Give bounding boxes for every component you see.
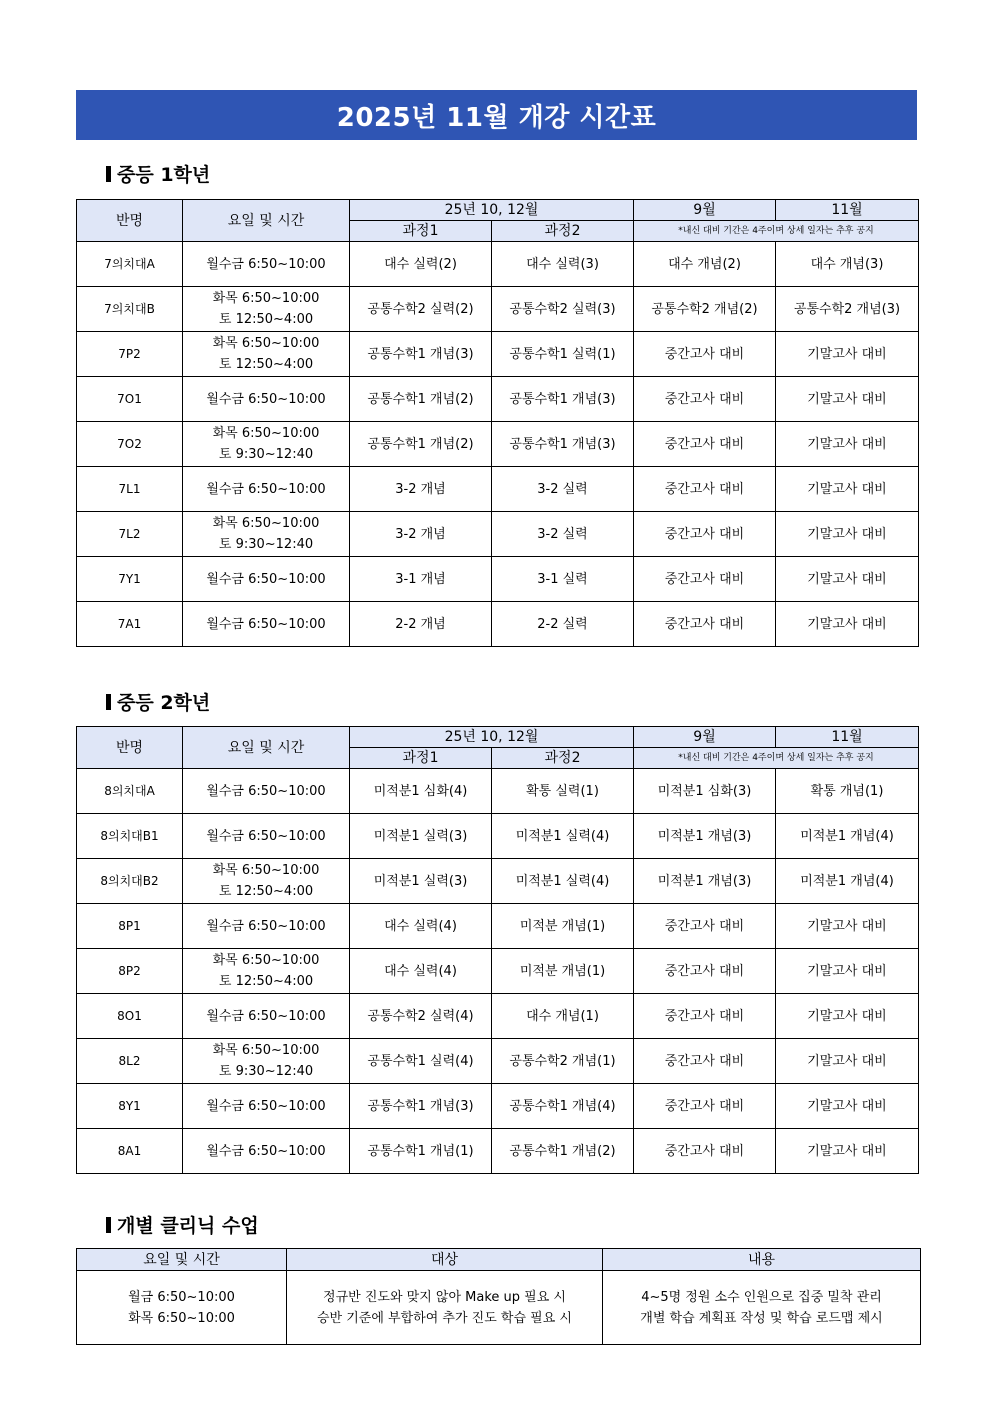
- course2-cell: 공통수학1 실력(1): [492, 332, 634, 377]
- time-line: 토 12:50~4:00: [218, 312, 314, 327]
- table-row: [77, 422, 919, 467]
- course2-cell: 대수 실력(3): [492, 242, 634, 287]
- header-class: 반명: [77, 200, 183, 242]
- course1-cell: 3-2 개념: [350, 467, 492, 512]
- september-cell: 중간고사 대비: [634, 994, 776, 1039]
- time-cell: [183, 1039, 350, 1084]
- september-cell: 중간고사 대비: [634, 377, 776, 422]
- time-line: 토 12:50~4:00: [218, 974, 314, 989]
- course2-cell: 미적분 개념(1): [492, 904, 634, 949]
- time-cell: [183, 377, 350, 422]
- november-cell: 기말고사 대비: [776, 904, 919, 949]
- time-cell: [183, 904, 350, 949]
- course2-cell: 공통수학1 개념(4): [492, 1084, 634, 1129]
- course2-cell: 3-2 실력: [492, 467, 634, 512]
- header-november: 11월: [776, 727, 919, 748]
- table-row: [77, 814, 919, 859]
- clinic-target-line: 정규반 진도와 맞지 않아 Make up 필요 시: [323, 1289, 566, 1305]
- table-row: [77, 949, 919, 994]
- course2-cell: 공통수학1 개념(3): [492, 422, 634, 467]
- table-row: [77, 332, 919, 377]
- class-name-cell: 7Y1: [77, 557, 183, 602]
- november-cell: 공통수학2 개념(3): [776, 287, 919, 332]
- course1-cell: 공통수학1 개념(3): [350, 332, 492, 377]
- time-cell: [183, 242, 350, 287]
- september-cell: 중간고사 대비: [634, 512, 776, 557]
- header-september: 9월: [634, 200, 776, 221]
- course1-cell: 미적분1 심화(4): [350, 769, 492, 814]
- table-row: [77, 512, 919, 557]
- clinic-content-cell: [603, 1271, 921, 1345]
- header-class: 반명: [77, 727, 183, 769]
- table-row: [77, 769, 919, 814]
- september-cell: 중간고사 대비: [634, 332, 776, 377]
- header-time: 요일 및 시간: [183, 727, 350, 769]
- table-row: [77, 602, 919, 647]
- time-line: 월수금 6:50~10:00: [206, 1008, 326, 1024]
- course1-cell: 공통수학2 실력(2): [350, 287, 492, 332]
- time-cell: [183, 814, 350, 859]
- time-cell: [183, 1129, 350, 1174]
- class-name-cell: 7A1: [77, 602, 183, 647]
- september-cell: 중간고사 대비: [634, 1084, 776, 1129]
- class-name-cell: 7의치대B: [77, 287, 183, 332]
- time-line: 월수금 6:50~10:00: [206, 783, 326, 799]
- clinic-time-line: 화목 6:50~10:00: [128, 1310, 235, 1326]
- time-line: 토 9:30~12:40: [218, 447, 314, 462]
- header-course2: 과정2: [492, 748, 634, 769]
- november-cell: 기말고사 대비: [776, 1039, 919, 1084]
- time-line: 화목 6:50~10:00: [212, 516, 320, 531]
- page-title: 2025년 11월 개강 시간표: [76, 90, 917, 140]
- time-cell: [183, 422, 350, 467]
- time-line: 월수금 6:50~10:00: [206, 391, 326, 407]
- september-cell: 미적분1 심화(3): [634, 769, 776, 814]
- course2-cell: 미적분 개념(1): [492, 949, 634, 994]
- grade2-table: [76, 726, 919, 1174]
- september-cell: 중간고사 대비: [634, 1129, 776, 1174]
- november-cell: 기말고사 대비: [776, 557, 919, 602]
- clinic-target-cell: [287, 1271, 603, 1345]
- time-line: 토 9:30~12:40: [218, 1064, 314, 1079]
- class-name-cell: 7O1: [77, 377, 183, 422]
- time-cell: [183, 287, 350, 332]
- table-row: [77, 1084, 919, 1129]
- table-row: [77, 859, 919, 904]
- grade1-table: [76, 199, 919, 647]
- time-line: 토 9:30~12:40: [218, 537, 314, 552]
- time-cell: [183, 602, 350, 647]
- section-grade2-heading: [106, 688, 210, 715]
- class-name-cell: 7O2: [77, 422, 183, 467]
- time-line: 화목 6:50~10:00: [212, 863, 320, 878]
- section-marker: [106, 1217, 111, 1233]
- table-row: [77, 287, 919, 332]
- time-line: 화목 6:50~10:00: [212, 291, 320, 306]
- course1-cell: 미적분1 실력(3): [350, 859, 492, 904]
- section-grade1-heading: [106, 160, 210, 187]
- table-row: [77, 1129, 919, 1174]
- table-row: [77, 994, 919, 1039]
- november-cell: 기말고사 대비: [776, 422, 919, 467]
- course1-cell: 3-2 개념: [350, 512, 492, 557]
- september-cell: 중간고사 대비: [634, 904, 776, 949]
- september-cell: 중간고사 대비: [634, 467, 776, 512]
- table-row: [77, 557, 919, 602]
- time-line: 월수금 6:50~10:00: [206, 481, 326, 497]
- course1-cell: 대수 실력(4): [350, 904, 492, 949]
- course2-cell: 미적분1 실력(4): [492, 814, 634, 859]
- time-line: 월수금 6:50~10:00: [206, 256, 326, 272]
- september-cell: 공통수학2 개념(2): [634, 287, 776, 332]
- course1-cell: 대수 실력(2): [350, 242, 492, 287]
- clinic-time-cell: [77, 1271, 287, 1345]
- section-marker: [106, 166, 111, 182]
- november-cell: 확통 개념(1): [776, 769, 919, 814]
- time-line: 월수금 6:50~10:00: [206, 616, 326, 632]
- time-line: 토 12:50~4:00: [218, 884, 314, 899]
- course1-cell: 대수 실력(4): [350, 949, 492, 994]
- table-row: [77, 467, 919, 512]
- header-period: 25년 10, 12월: [350, 727, 634, 748]
- time-cell: [183, 332, 350, 377]
- class-name-cell: 8O1: [77, 994, 183, 1039]
- header-note: *내신 대비 기간은 4주이며 상세 일자는 추후 공지: [634, 221, 919, 242]
- time-cell: [183, 994, 350, 1039]
- course2-cell: 공통수학2 개념(1): [492, 1039, 634, 1084]
- class-name-cell: 8의치대B2: [77, 859, 183, 904]
- november-cell: 기말고사 대비: [776, 332, 919, 377]
- table-row: [77, 377, 919, 422]
- clinic-target-line: 승반 기준에 부합하여 추가 진도 학습 필요 시: [317, 1310, 572, 1326]
- september-cell: 중간고사 대비: [634, 422, 776, 467]
- header-time: 요일 및 시간: [183, 200, 350, 242]
- class-name-cell: 7L1: [77, 467, 183, 512]
- november-cell: 기말고사 대비: [776, 949, 919, 994]
- time-line: 화목 6:50~10:00: [212, 1043, 320, 1058]
- september-cell: 중간고사 대비: [634, 1039, 776, 1084]
- november-cell: 대수 개념(3): [776, 242, 919, 287]
- clinic-header-time: 요일 및 시간: [77, 1249, 287, 1271]
- time-cell: [183, 769, 350, 814]
- time-line: 화목 6:50~10:00: [212, 426, 320, 441]
- class-name-cell: 8P2: [77, 949, 183, 994]
- time-line: 월수금 6:50~10:00: [206, 571, 326, 587]
- course1-cell: 3-1 개념: [350, 557, 492, 602]
- section-grade2-label: 중등 2학년: [117, 692, 211, 714]
- header-period: 25년 10, 12월: [350, 200, 634, 221]
- november-cell: 미적분1 개념(4): [776, 859, 919, 904]
- section-clinic-heading: [106, 1211, 259, 1238]
- time-cell: [183, 467, 350, 512]
- clinic-header-target: 대상: [287, 1249, 603, 1271]
- class-name-cell: 8L2: [77, 1039, 183, 1084]
- course2-cell: 공통수학1 개념(2): [492, 1129, 634, 1174]
- header-note: *내신 대비 기간은 4주이며 상세 일자는 추후 공지: [634, 748, 919, 769]
- course1-cell: 공통수학1 개념(2): [350, 377, 492, 422]
- course2-cell: 3-1 실력: [492, 557, 634, 602]
- clinic-content-line: 개별 학습 계획표 작성 및 학습 로드맵 제시: [640, 1310, 883, 1326]
- course1-cell: 공통수학1 개념(3): [350, 1084, 492, 1129]
- header-course1: 과정1: [350, 748, 492, 769]
- november-cell: 기말고사 대비: [776, 1084, 919, 1129]
- course1-cell: 공통수학1 개념(1): [350, 1129, 492, 1174]
- class-name-cell: 8Y1: [77, 1084, 183, 1129]
- class-name-cell: 8P1: [77, 904, 183, 949]
- course2-cell: 공통수학2 실력(3): [492, 287, 634, 332]
- clinic-time-line: 월금 6:50~10:00: [128, 1289, 235, 1305]
- september-cell: 대수 개념(2): [634, 242, 776, 287]
- course2-cell: 대수 개념(1): [492, 994, 634, 1039]
- class-name-cell: 7L2: [77, 512, 183, 557]
- clinic-header-content: 내용: [603, 1249, 921, 1271]
- time-cell: [183, 512, 350, 557]
- time-cell: [183, 949, 350, 994]
- course2-cell: 미적분1 실력(4): [492, 859, 634, 904]
- september-cell: 중간고사 대비: [634, 602, 776, 647]
- section-marker: [106, 694, 111, 710]
- time-line: 월수금 6:50~10:00: [206, 1098, 326, 1114]
- november-cell: 기말고사 대비: [776, 512, 919, 557]
- september-cell: 미적분1 개념(3): [634, 814, 776, 859]
- course2-cell: 2-2 실력: [492, 602, 634, 647]
- course1-cell: 공통수학1 실력(4): [350, 1039, 492, 1084]
- course1-cell: 공통수학2 실력(4): [350, 994, 492, 1039]
- september-cell: 미적분1 개념(3): [634, 859, 776, 904]
- time-line: 월수금 6:50~10:00: [206, 828, 326, 844]
- november-cell: 미적분1 개념(4): [776, 814, 919, 859]
- course2-cell: 3-2 실력: [492, 512, 634, 557]
- header-course2: 과정2: [492, 221, 634, 242]
- november-cell: 기말고사 대비: [776, 1129, 919, 1174]
- header-course1: 과정1: [350, 221, 492, 242]
- table-row: [77, 904, 919, 949]
- time-line: 월수금 6:50~10:00: [206, 1143, 326, 1159]
- time-cell: [183, 557, 350, 602]
- class-name-cell: 7P2: [77, 332, 183, 377]
- course1-cell: 미적분1 실력(3): [350, 814, 492, 859]
- class-name-cell: 8A1: [77, 1129, 183, 1174]
- november-cell: 기말고사 대비: [776, 602, 919, 647]
- header-november: 11월: [776, 200, 919, 221]
- september-cell: 중간고사 대비: [634, 557, 776, 602]
- course1-cell: 2-2 개념: [350, 602, 492, 647]
- time-line: 월수금 6:50~10:00: [206, 918, 326, 934]
- table-row: [77, 1039, 919, 1084]
- class-name-cell: 7의치대A: [77, 242, 183, 287]
- time-line: 화목 6:50~10:00: [212, 336, 320, 351]
- course2-cell: 확통 실력(1): [492, 769, 634, 814]
- class-name-cell: 8의치대A: [77, 769, 183, 814]
- november-cell: 기말고사 대비: [776, 994, 919, 1039]
- time-line: 토 12:50~4:00: [218, 357, 314, 372]
- time-cell: [183, 859, 350, 904]
- clinic-content-line: 4~5명 정원 소수 인원으로 집중 밀착 관리: [641, 1289, 882, 1305]
- time-line: 화목 6:50~10:00: [212, 953, 320, 968]
- table-row: [77, 242, 919, 287]
- class-name-cell: 8의치대B1: [77, 814, 183, 859]
- november-cell: 기말고사 대비: [776, 377, 919, 422]
- section-clinic-label: 개별 클리닉 수업: [117, 1215, 259, 1237]
- header-september: 9월: [634, 727, 776, 748]
- course1-cell: 공통수학1 개념(2): [350, 422, 492, 467]
- section-grade1-label: 중등 1학년: [117, 164, 211, 186]
- time-cell: [183, 1084, 350, 1129]
- september-cell: 중간고사 대비: [634, 949, 776, 994]
- course2-cell: 공통수학1 개념(3): [492, 377, 634, 422]
- clinic-table: [76, 1248, 921, 1345]
- november-cell: 기말고사 대비: [776, 467, 919, 512]
